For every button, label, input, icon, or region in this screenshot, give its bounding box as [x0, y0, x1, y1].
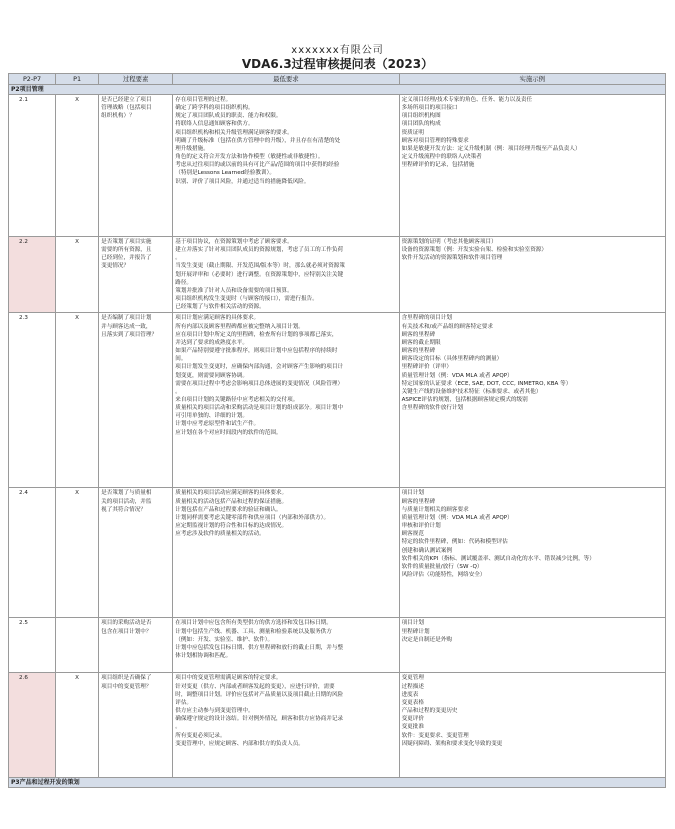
text-line: 因疑问障碍、架构和要求变化导致的变更	[401, 740, 503, 747]
text-line: 可引用单独的、详细的计划。	[175, 413, 248, 420]
text-line: 间。	[175, 356, 187, 363]
text-line: 顾客的截止期限	[401, 339, 441, 346]
text-line: 项目计划	[401, 490, 424, 497]
text-line: 来自项目计划的关键路径中应考虑相关的交付项。	[175, 396, 299, 403]
header-implementation-examples: 实施示例	[399, 74, 665, 85]
text-line: 项目组织是否确保了	[101, 675, 152, 682]
implementation-examples-cell	[399, 488, 665, 618]
text-line: 计划包括在产品和过程要求的验证和确认。	[175, 506, 282, 513]
header-p1: P1	[56, 74, 99, 85]
question-number: 2.5	[19, 620, 28, 627]
text-line: 供方应主动参与到变更管理中。	[175, 708, 254, 715]
p1-mark	[56, 618, 99, 673]
question-number: 2.1	[19, 97, 28, 103]
text-line: 质量管理计划（例：VDA MLA 或者 APQP）	[401, 372, 513, 379]
text-line: 时，调整项目计划。评价应包括对产品质量以及项目截止日期的风险	[175, 691, 344, 698]
p1-mark: X	[56, 95, 99, 237]
text-line: 进度表	[401, 691, 419, 698]
text-line: 项目组织机构发生变更时（与顾客的接口），需进行报告。	[175, 296, 318, 303]
table-row	[9, 488, 666, 618]
section-row-p2	[9, 85, 666, 95]
text-line: 项目组织机构和相关升级管理满足顾客的要求。	[175, 129, 293, 136]
table-row	[9, 313, 666, 488]
text-line: 有关技术和/或产品组的顾客特定要求	[401, 323, 493, 330]
text-line: 创建和确认测试案例	[401, 547, 452, 554]
text-line: 关的项目活动，并监	[101, 498, 152, 505]
text-line: 需要在项目过程中考虑会影响项目总体进展的变更情况（风险管理）	[175, 380, 344, 387]
question-number: 2.6	[19, 675, 28, 682]
minimum-requirements-cell	[173, 673, 399, 778]
question-number-cell	[9, 618, 56, 673]
text-line: 。	[175, 388, 181, 395]
text-line: 是否策划了与质量相	[101, 490, 152, 497]
text-line: 变更管理	[401, 675, 424, 682]
question-number-cell	[9, 488, 56, 618]
text-line: 顾客的里程碑	[401, 498, 436, 505]
text-line: 组织机构）？	[101, 113, 135, 120]
text-line: 里程碑计划	[401, 628, 430, 635]
text-line: 将联络人信息通知顾客和供方。	[175, 121, 254, 128]
text-line: 当发生变更（截止期限、开发范围/版本等）时，那么就必须对资源策	[175, 263, 345, 270]
implementation-examples-cell	[399, 95, 665, 237]
process-element-cell	[99, 618, 173, 673]
text-line: 是否已经建立了项目	[101, 97, 152, 103]
header-process-element: 过程要素	[99, 74, 173, 85]
question-number: 2.3	[19, 315, 28, 322]
text-line: 角色的定义符合开发方法和协作模型（敏捷性或非敏捷性）。	[175, 154, 324, 161]
text-line: 需要的所有资源，且	[101, 247, 152, 254]
text-line: 规定了项目团队成员的职责、能力和权限。	[175, 113, 282, 120]
table-row	[9, 618, 666, 673]
text-line: 存在项目管理的过程。	[175, 97, 232, 103]
text-line: 应在项目计划中所定义的里程碑，检查所有计划的事项都已落实，	[175, 331, 338, 338]
text-line: 理升级措施。	[175, 145, 209, 152]
text-line: 定义项目经理/技术专家的角色、任务、能力以及责任	[401, 97, 533, 103]
text-line: 决定是自制还是外购	[401, 636, 452, 643]
text-line: 建立并落实了针对项目团队成员的资源规划，考虑了员工的工作负荷	[175, 247, 344, 254]
text-line: 。	[175, 255, 181, 262]
text-line: 应计划在各个对应时间段内的软件的范围。	[175, 429, 282, 436]
text-line: 软件相关的KPI（指标、测试覆盖率、测试自动化的水平、错误减少比例，等）	[401, 555, 595, 562]
text-line: 应考虑涉及软件的质量相关的活动。	[175, 531, 265, 538]
text-line: 策划并批准了针对人员和设备需要的项目预算。	[175, 287, 293, 294]
text-line: 管理战略（包括项目	[101, 105, 152, 112]
text-line: 明确了升级标准（包括在供方管理中的升级），并且存在有清楚的处	[175, 137, 341, 144]
text-line: 确保遵守规定的设计冻结。针对例外情况，顾客和供方应协商并记录	[175, 716, 344, 723]
process-element-cell	[99, 95, 173, 237]
text-line: 确定了跨学科的项目组织机构。	[175, 105, 254, 112]
text-line: 计划中应包括发包目标日期、供方里程碑和放行的截止日期，并与整	[175, 644, 344, 651]
text-line: 所有内部以及顾客里程碑都应被完整纳入项目计划。	[175, 323, 304, 330]
question-number-cell	[9, 313, 56, 488]
text-line: 软件：变更要求、变更管理	[401, 732, 469, 739]
implementation-examples-cell	[399, 313, 665, 488]
table-header-row	[9, 74, 666, 85]
text-line: 所有变更必须记录。	[175, 732, 226, 739]
text-line: 软件的质量批量/放行（SW -Q）	[401, 563, 483, 570]
section-row-p3	[9, 778, 666, 788]
section-title-p2: P2项目管理	[9, 85, 666, 95]
text-line: 项目团队的构成	[401, 121, 441, 128]
table-row	[9, 95, 666, 237]
text-line: 项目的采购活动是否	[101, 620, 152, 627]
text-line: 变更管理中，应规定顾客、内部和供方的负责人员。	[175, 740, 304, 747]
text-line: 已经到位，并报告了	[101, 255, 152, 262]
text-line: 里程碑评价（评审）	[401, 364, 452, 371]
text-line: 关键生产线的设备维护技术特征（标准要求、或者其他）	[401, 388, 542, 395]
minimum-requirements-cell	[173, 237, 399, 313]
text-line: （例如：开发、实验室、维护、软件）。	[175, 636, 274, 643]
text-line: 并与顾客达成一致，	[101, 323, 152, 330]
header-p2-p7: P2-P7	[9, 74, 56, 85]
text-line: 是否编制了项目计划	[101, 315, 152, 322]
audit-question-table	[8, 73, 666, 788]
text-line: 项目中的变更管理？	[101, 683, 152, 690]
text-line: （特别是Lessons Learned经验教训）。	[175, 170, 275, 177]
text-line: 评估。	[175, 699, 193, 706]
text-line: 针对变更（供方、内部或者顾客发起的变更），应进行评价，需要	[175, 683, 335, 690]
text-line: 。	[175, 724, 181, 731]
implementation-examples-cell	[399, 673, 665, 778]
text-line: 顾客的里程碑	[401, 348, 436, 355]
process-element-cell	[99, 237, 173, 313]
text-line: 在项目计划中应包含所有类型供方的供方选择和发包目标日期。	[175, 620, 332, 627]
text-line: 里程碑评价的记录，包括措施	[401, 162, 475, 169]
text-line: 划开展评审和（必要时）进行调整。在资源策划中，应特别关注关键	[175, 271, 344, 278]
p1-mark: X	[56, 237, 99, 313]
text-line: 变更表格	[401, 699, 424, 706]
text-line: 含里程碑的项目计划	[401, 315, 452, 322]
text-line: 产品和过程的变更历史	[401, 708, 458, 715]
process-element-cell	[99, 488, 173, 618]
text-line: 基于项目协议，在资源策划中考虑了顾客要求。	[175, 239, 293, 245]
question-number: 2.4	[19, 490, 28, 497]
text-line: ASPICE评估的规划，包括根据顾客规定模式的级别	[401, 396, 528, 403]
text-line: 应定期监视计划的符合性和目标的达成情况。	[175, 523, 288, 530]
text-line: 风险评估（功能特性，网络安全）	[401, 571, 486, 578]
text-line: 含里程碑的软件放行计划	[401, 405, 464, 412]
text-line: 划变更，则需要同顾客协调。	[175, 372, 248, 379]
minimum-requirements-cell	[173, 95, 399, 237]
text-line: 考虑从过往项目的或以前的具有可比产品/范围的项目中获得的经验	[175, 162, 340, 169]
text-line: 变更评价	[401, 716, 424, 723]
text-line: 如果产品特别要遵守批准程序，则项目计划中应包括程序的持续时	[175, 348, 338, 355]
text-line: 与质量计划相关的顾客要求	[401, 506, 469, 513]
text-line: 质量相关的活动包括产品和过程的保证措施。	[175, 498, 288, 505]
text-line: 顾客的里程碑	[401, 331, 436, 338]
implementation-examples-cell	[399, 618, 665, 673]
text-line: 计划中应考虑原型件和试生产件。	[175, 421, 260, 428]
text-line: 顾客对项目管理的特殊要求	[401, 137, 469, 144]
text-line: 包含在项目计划中？	[101, 628, 152, 635]
table-row	[9, 237, 666, 313]
text-line: 视了其符合情况？	[101, 506, 146, 513]
text-line: 项目计划	[401, 620, 424, 627]
implementation-examples-cell	[399, 237, 665, 313]
text-line: 并达到了要求的成熟度水平。	[175, 339, 248, 346]
company-name: xxxxxxx有限公司	[291, 45, 384, 56]
text-line: 计划中包括生产线、机器、工具、测量和检验系统以及服务供方	[175, 628, 332, 635]
text-line: 项目组织机构图	[401, 113, 441, 120]
text-line: 顾客规范	[401, 531, 424, 538]
text-line: 特定的软件里程碑，例如：代码和模型评估	[401, 539, 508, 546]
p1-mark: X	[56, 313, 99, 488]
text-line: 项目中的变更管理需满足顾客的特定要求。	[175, 675, 282, 682]
text-line: 过程描述	[401, 683, 424, 690]
question-number-cell	[9, 95, 56, 237]
text-line: 资质证明	[401, 129, 424, 136]
process-element-cell	[99, 313, 173, 488]
text-line: 体计划相协调和匹配。	[175, 653, 232, 660]
p1-mark: X	[56, 488, 99, 618]
text-line: 已经策划了与软件相关活动的资源。	[175, 304, 265, 311]
text-line: 变更情况？	[101, 263, 130, 270]
question-number: 2.2	[19, 239, 28, 245]
text-line: 计划同样需要考虑关键零部件和供应项目（内部和外部供方）。	[175, 514, 330, 521]
text-line: 审核和评价计划	[401, 523, 441, 530]
text-line: 资源策划的证明（考虑其他顾客项目）	[401, 239, 497, 245]
text-line: 软件开发活动的资源策划和软件项目管理	[401, 255, 503, 262]
minimum-requirements-cell	[173, 618, 399, 673]
text-line: 如果是敏捷开发方法：定义升级机制（例：项目经理升级至产品负责人）	[401, 145, 581, 152]
minimum-requirements-cell	[173, 488, 399, 618]
text-line: 质量相关的项目活动和采购活动是项目计划的组成部分。项目计划中	[175, 405, 344, 412]
text-line: 顾客设定的目标（具体里程碑内的测量）	[401, 356, 503, 363]
text-line: 识别、评价了项目风险，并通过适当的措施降低风险。	[175, 178, 310, 185]
p1-mark: X	[56, 673, 99, 778]
text-line: 质量管理计划（例：VDA MLA 或者 APQP）	[401, 514, 513, 521]
header-minimum-requirements: 最低要求	[173, 74, 399, 85]
text-line: 项目计划发生变更时，应确保内部沟通，会对顾客产生影响的项目计	[175, 364, 344, 371]
text-line: 且落实到了项目管理？	[101, 331, 158, 338]
table-row	[9, 673, 666, 778]
question-number-cell	[9, 237, 56, 313]
section-title-p3: P3产品和过程开发的策划	[9, 778, 666, 788]
text-line: 特定国家的认证要求（ECE, SAE, DOT, CCC, INMETRO, KBA 等）	[401, 380, 572, 387]
minimum-requirements-cell	[173, 313, 399, 488]
text-line: 是否策划了项目实施	[101, 239, 152, 245]
text-line: 定义升级流程中的联络人/决策者	[401, 154, 482, 161]
text-line: 路径。	[175, 279, 193, 286]
text-line: 多场所项目的项目接口	[401, 105, 458, 112]
document-title: VDA6.3过程审核提问表（2023）	[241, 57, 434, 71]
text-line: 设备的资源策划（例：开发实验台架、检验和实验室资源）	[401, 247, 548, 254]
text-line: 变更批准	[401, 724, 424, 731]
text-line: 质量相关的项目活动应满足顾客的具体要求。	[175, 490, 288, 497]
process-element-cell	[99, 673, 173, 778]
question-number-cell	[9, 673, 56, 778]
text-line: 项目计划应满足顾客的具体要求。	[175, 315, 260, 322]
